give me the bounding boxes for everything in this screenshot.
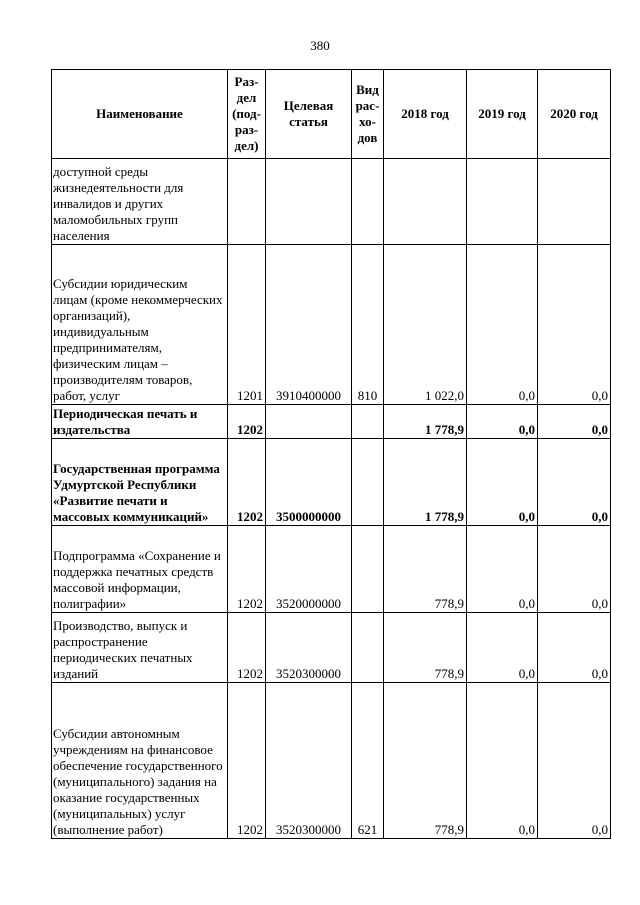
row-section-cell: 1201 xyxy=(228,245,266,405)
row-target-cell: 3520000000 xyxy=(266,526,352,613)
col-header-section xyxy=(228,70,266,159)
col-header-type xyxy=(352,70,384,159)
row-target-cell xyxy=(266,159,352,245)
row-target-cell: 3520300000 xyxy=(266,613,352,683)
row-section-cell: 1202 xyxy=(228,683,266,839)
col-header-section-text: Раз- дел (под- раз- дел) xyxy=(232,74,261,153)
row-type-cell xyxy=(352,613,384,683)
col-header-2019 xyxy=(467,70,538,159)
row-type-cell xyxy=(352,439,384,526)
row-2018-cell xyxy=(384,159,467,245)
row-2019-cell: 0,0 xyxy=(467,613,538,683)
row-target-cell: 3910400000 xyxy=(266,245,352,405)
col-header-type-text: Вид рас- хо- дов xyxy=(355,82,380,145)
row-2018-cell: 1 778,9 xyxy=(384,405,467,439)
row-2020-cell: 0,0 xyxy=(538,405,611,439)
row-2018-cell: 778,9 xyxy=(384,683,467,839)
row-section-cell xyxy=(228,159,266,245)
budget-table xyxy=(51,69,611,839)
table-row xyxy=(52,245,611,405)
table-row xyxy=(52,683,611,839)
row-2020-cell: 0,0 xyxy=(538,526,611,613)
table-row xyxy=(52,613,611,683)
row-type-cell xyxy=(352,526,384,613)
row-name-cell: Субсидии автономным учреждениям на финансовое обеспечение государственного (муниципального) задания на оказание государственных (муниципальных) услуг (выполнение работ) xyxy=(52,683,228,839)
page-number: 380 xyxy=(310,38,330,53)
header-row xyxy=(52,70,611,159)
row-2020-cell: 0,0 xyxy=(538,439,611,526)
row-section-cell: 1202 xyxy=(228,613,266,683)
row-2019-cell: 0,0 xyxy=(467,405,538,439)
row-2019-cell: 0,0 xyxy=(467,439,538,526)
row-name-cell: Периодическая печать и издательства xyxy=(52,405,228,439)
col-header-target xyxy=(266,70,352,159)
col-header-2020 xyxy=(538,70,611,159)
col-header-2018-text: 2018 год xyxy=(401,106,449,121)
row-name-cell: Государственная программа Удмуртской Республики «Развитие печати и массовых коммуникаций» xyxy=(52,439,228,526)
row-2020-cell: 0,0 xyxy=(538,613,611,683)
row-2019-cell: 0,0 xyxy=(467,245,538,405)
row-type-cell xyxy=(352,405,384,439)
col-header-2020-text: 2020 год xyxy=(550,106,598,121)
table-row xyxy=(52,439,611,526)
row-type-cell: 810 xyxy=(352,245,384,405)
row-target-cell: 3500000000 xyxy=(266,439,352,526)
col-header-2019-text: 2019 год xyxy=(478,106,526,121)
row-target-cell xyxy=(266,405,352,439)
row-2018-cell: 1 022,0 xyxy=(384,245,467,405)
row-target-cell: 3520300000 xyxy=(266,683,352,839)
row-2019-cell: 0,0 xyxy=(467,526,538,613)
col-header-name-text: Наименование xyxy=(96,106,183,121)
row-2018-cell: 778,9 xyxy=(384,526,467,613)
row-section-cell: 1202 xyxy=(228,439,266,526)
row-section-cell: 1202 xyxy=(228,526,266,613)
row-type-cell: 621 xyxy=(352,683,384,839)
row-2018-cell: 1 778,9 xyxy=(384,439,467,526)
row-name-cell: Производство, выпуск и распространение периодических печатных изданий xyxy=(52,613,228,683)
row-name-cell: Субсидии юридическим лицам (кроме некоммерческих организаций), индивидуальным предпринимателям, физическим лицам – производителям товаров, работ, услуг xyxy=(52,245,228,405)
row-name-cell: доступной среды жизнедеятельности для инвалидов и других маломобильных групп населения xyxy=(52,159,228,245)
col-header-target-text: Целевая статья xyxy=(283,98,334,129)
row-2019-cell xyxy=(467,159,538,245)
row-name-cell: Подпрограмма «Сохранение и поддержка печатных средств массовой информации, полиграфии» xyxy=(52,526,228,613)
row-2020-cell: 0,0 xyxy=(538,245,611,405)
row-2020-cell xyxy=(538,159,611,245)
table-row xyxy=(52,526,611,613)
col-header-2018 xyxy=(384,70,467,159)
row-section-cell: 1202 xyxy=(228,405,266,439)
table-row xyxy=(52,405,611,439)
col-header-name xyxy=(52,70,228,159)
table-row xyxy=(52,159,611,245)
row-type-cell xyxy=(352,159,384,245)
row-2019-cell: 0,0 xyxy=(467,683,538,839)
row-2020-cell: 0,0 xyxy=(538,683,611,839)
row-2018-cell: 778,9 xyxy=(384,613,467,683)
